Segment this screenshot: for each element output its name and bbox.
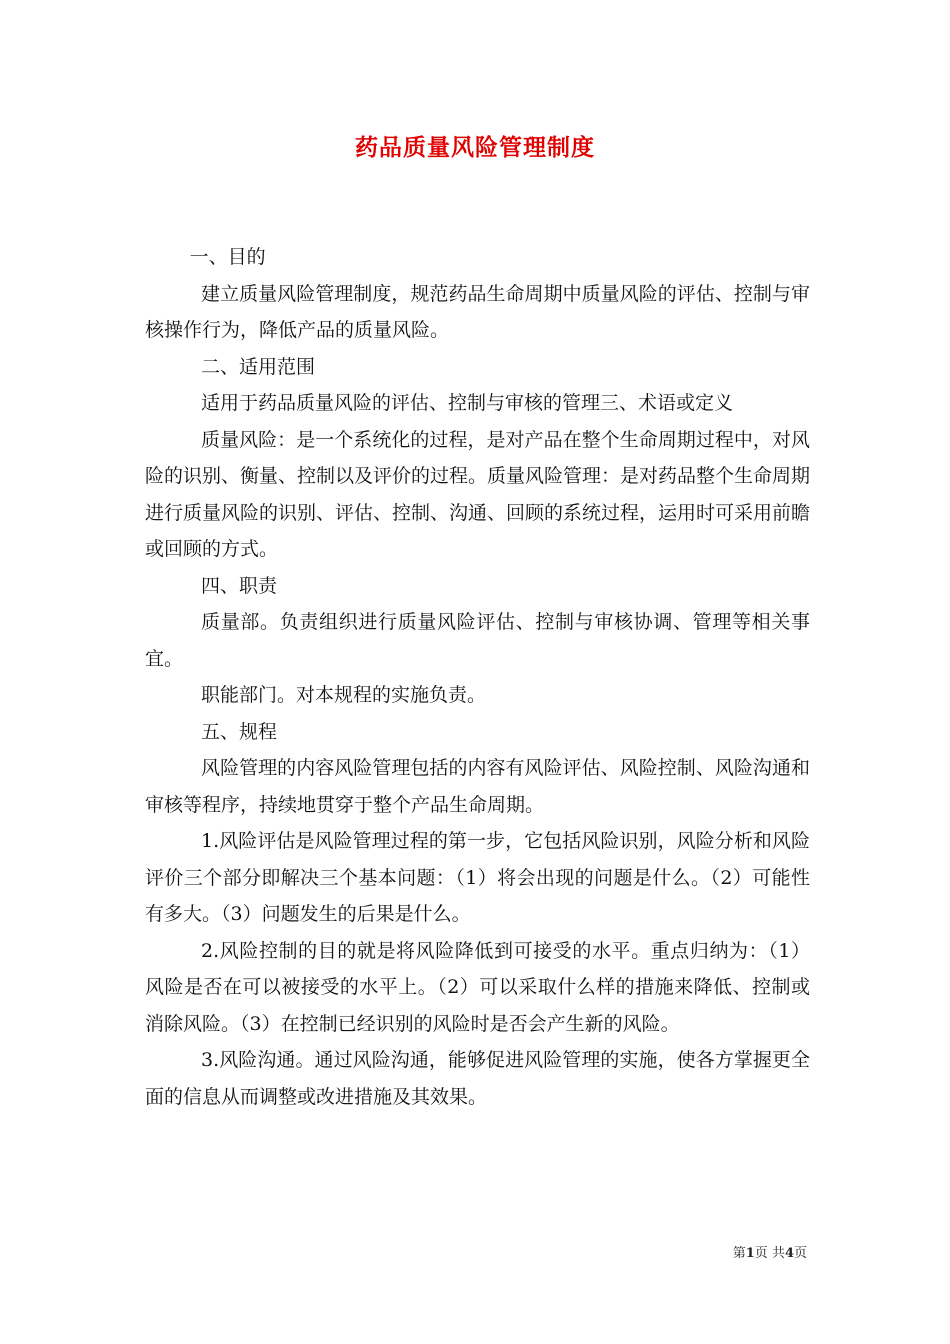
- paragraph-quality-dept: 质量部。负责组织进行质量风险评估、控制与审核协调、管理等相关事宜。: [145, 611, 810, 670]
- page-number-footer: [733, 1245, 807, 1263]
- current-page-number: 1: [745, 1246, 755, 1261]
- document-title: 药品质量风险管理制度: [355, 134, 595, 161]
- section-heading-scope: 二、适用范围: [201, 355, 316, 378]
- footer-suffix: 页: [793, 1246, 807, 1261]
- paragraph-functional-depts: 职能部门。对本规程的实施负责。: [201, 684, 487, 706]
- section-heading-procedure: 五、规程: [201, 720, 278, 743]
- paragraph-risk-content: 风险管理的内容风险管理包括的内容有风险评估、风险控制、风险沟通和审核等程序，持续地贯穿于整个产品生命周期。: [145, 757, 810, 816]
- paragraph-scope: 适用于药品质量风险的评估、控制与审核的管理三、术语或定义: [201, 392, 734, 414]
- paragraph-risk-communication: 3.风险沟通。通过风险沟通，能够促进风险管理的实施，使各方掌握更全面的信息从而调整或改进措施及其效果。: [145, 1049, 810, 1108]
- footer-middle: 页 共: [754, 1246, 785, 1261]
- total-pages-number: 4: [784, 1246, 794, 1261]
- paragraph-definitions: 质量风险：是一个系统化的过程，是对产品在整个生命周期过程中，对风险的识别、衡量、控制以及评价的过程。质量风险管理：是对药品整个生命周期进行质量风险的识别、评估、控制、沟通、回顾的系统过程，运用时可采用前瞻或回顾的方式。: [145, 428, 811, 560]
- section-heading-responsibilities: 四、职责: [201, 574, 278, 597]
- section-heading-purpose: 一、目的: [189, 246, 266, 268]
- paragraph-risk-assessment: 1.风险评估是风险管理过程的第一步，它包括风险识别，风险分析和风险评价三个部分即解决三个基本问题：（1）将会出现的问题是什么。（2）可能性有多大。（3）问题发生的后果是什么。: [145, 830, 810, 925]
- document-body: [145, 239, 810, 1115]
- footer-prefix: 第: [732, 1246, 746, 1261]
- paragraph-risk-control: 2.风险控制的目的就是将风险降低到可接受的水平。重点归纳为：（1）风险是否在可以被接受的水平上。（2）可以采取什么样的措施来降低、控制或消除风险。（3）在控制已经识别的风险时是否会产生新的风险。: [145, 939, 810, 1035]
- paragraph-purpose: 建立质量风险管理制度，规范药品生命周期中质量风险的评估、控制与审核操作行为，降低产品的质量风险。: [145, 282, 810, 341]
